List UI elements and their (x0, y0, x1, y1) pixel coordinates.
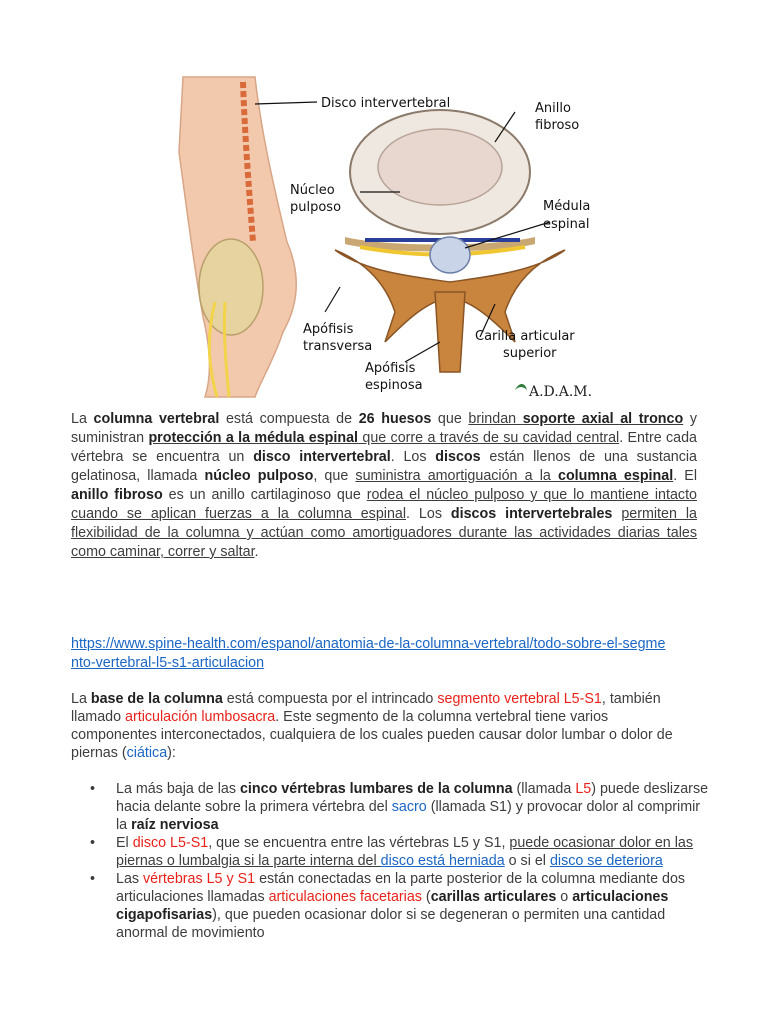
label-apofisis-e-2: espinosa (365, 378, 423, 393)
svg-text:A.D.A.M.: A.D.A.M. (529, 384, 593, 400)
paragraph-columna-vertebral: La columna vertebral está compuesta de 26 huesos que brindan soporte axial al tronco y suministran protección a la médula espinal que corre a través de su cavidad central. Entre cada vértebra se encuentra un disco intervertebral. Los discos están llenos de una sustancia gelatinosa, llamada núcleo pulposo, que suministra amortiguación a la columna espinal. El anillo fibroso es un anillo cartilaginoso que rodea el núcleo pulposo y que lo mantiene intacto cuando se aplican fuerzas a la columna espinal. Los discos intervertebrales permiten la flexibilidad de la columna y actúan como amortiguadores durante las actividades diarias tales como caminar, correr y saltar. (71, 411, 698, 560)
label-nucleo-2: pulposo (290, 200, 342, 215)
label-disco: Disco intervertebral (321, 96, 451, 111)
adam-logo (515, 384, 592, 400)
bullet-list (71, 780, 711, 942)
label-apofisis-t-2: transversa (303, 339, 373, 354)
label-carilla-2: superior (503, 346, 557, 361)
paragraph-base-columna: La base de la columna está compuesta por el intrincado segmento vertebral L5-S1, también llamado articulación lumbosacra. Este segmento de la columna vertebral tiene varios componentes interconectados, cualquiera de los cuales pueden causar dolor lumbar o dolor de piernas (ciática): (71, 691, 673, 761)
list-item: • El disco L5-S1, que se encuentra entre las vértebras L5 y S1, puede ocasionar dolor en las piernas o lumbalgia si la parte interna del disco está herniada o si el disco se deteriora (71, 834, 711, 870)
spine-anatomy-illustration (165, 72, 615, 402)
label-apofisis-t-1: Apófisis (303, 322, 354, 337)
label-medula-2: espinal (543, 217, 590, 232)
list-item: • Las vértebras L5 y S1 están conectadas en la parte posterior de la columna mediante dos articulaciones llamadas articulaciones facetarias (carillas articulares o articulaciones cigapofisarias), que pueden ocasionar dolor si se degeneran o permiten una cantidad anormal de movimiento (71, 870, 711, 942)
torso-illustration (179, 77, 296, 397)
list-item: • La más baja de las cinco vértebras lumbares de la columna (llamada L5) puede deslizarse hacia delante sobre la primera vértebra del sacro (llamada S1) y provocar dolor al comprimir la raíz nerviosa (71, 780, 711, 834)
source-link-paragraph (71, 635, 671, 673)
label-medula-1: Médula (543, 199, 591, 214)
label-apofisis-e-1: Apófisis (365, 361, 416, 376)
label-carilla-1: Carilla articular (475, 329, 575, 344)
label-nucleo-1: Núcleo (290, 183, 335, 198)
spine-health-link[interactable]: https://www.spine-health.com/espanol/anatomia-de-la-columna-vertebral/todo-sobre-el-segmento-vertebral-l5-s1-articulacion (71, 636, 666, 671)
label-anillo-2: fibroso (535, 118, 580, 133)
label-anillo-1: Anillo (535, 101, 571, 116)
